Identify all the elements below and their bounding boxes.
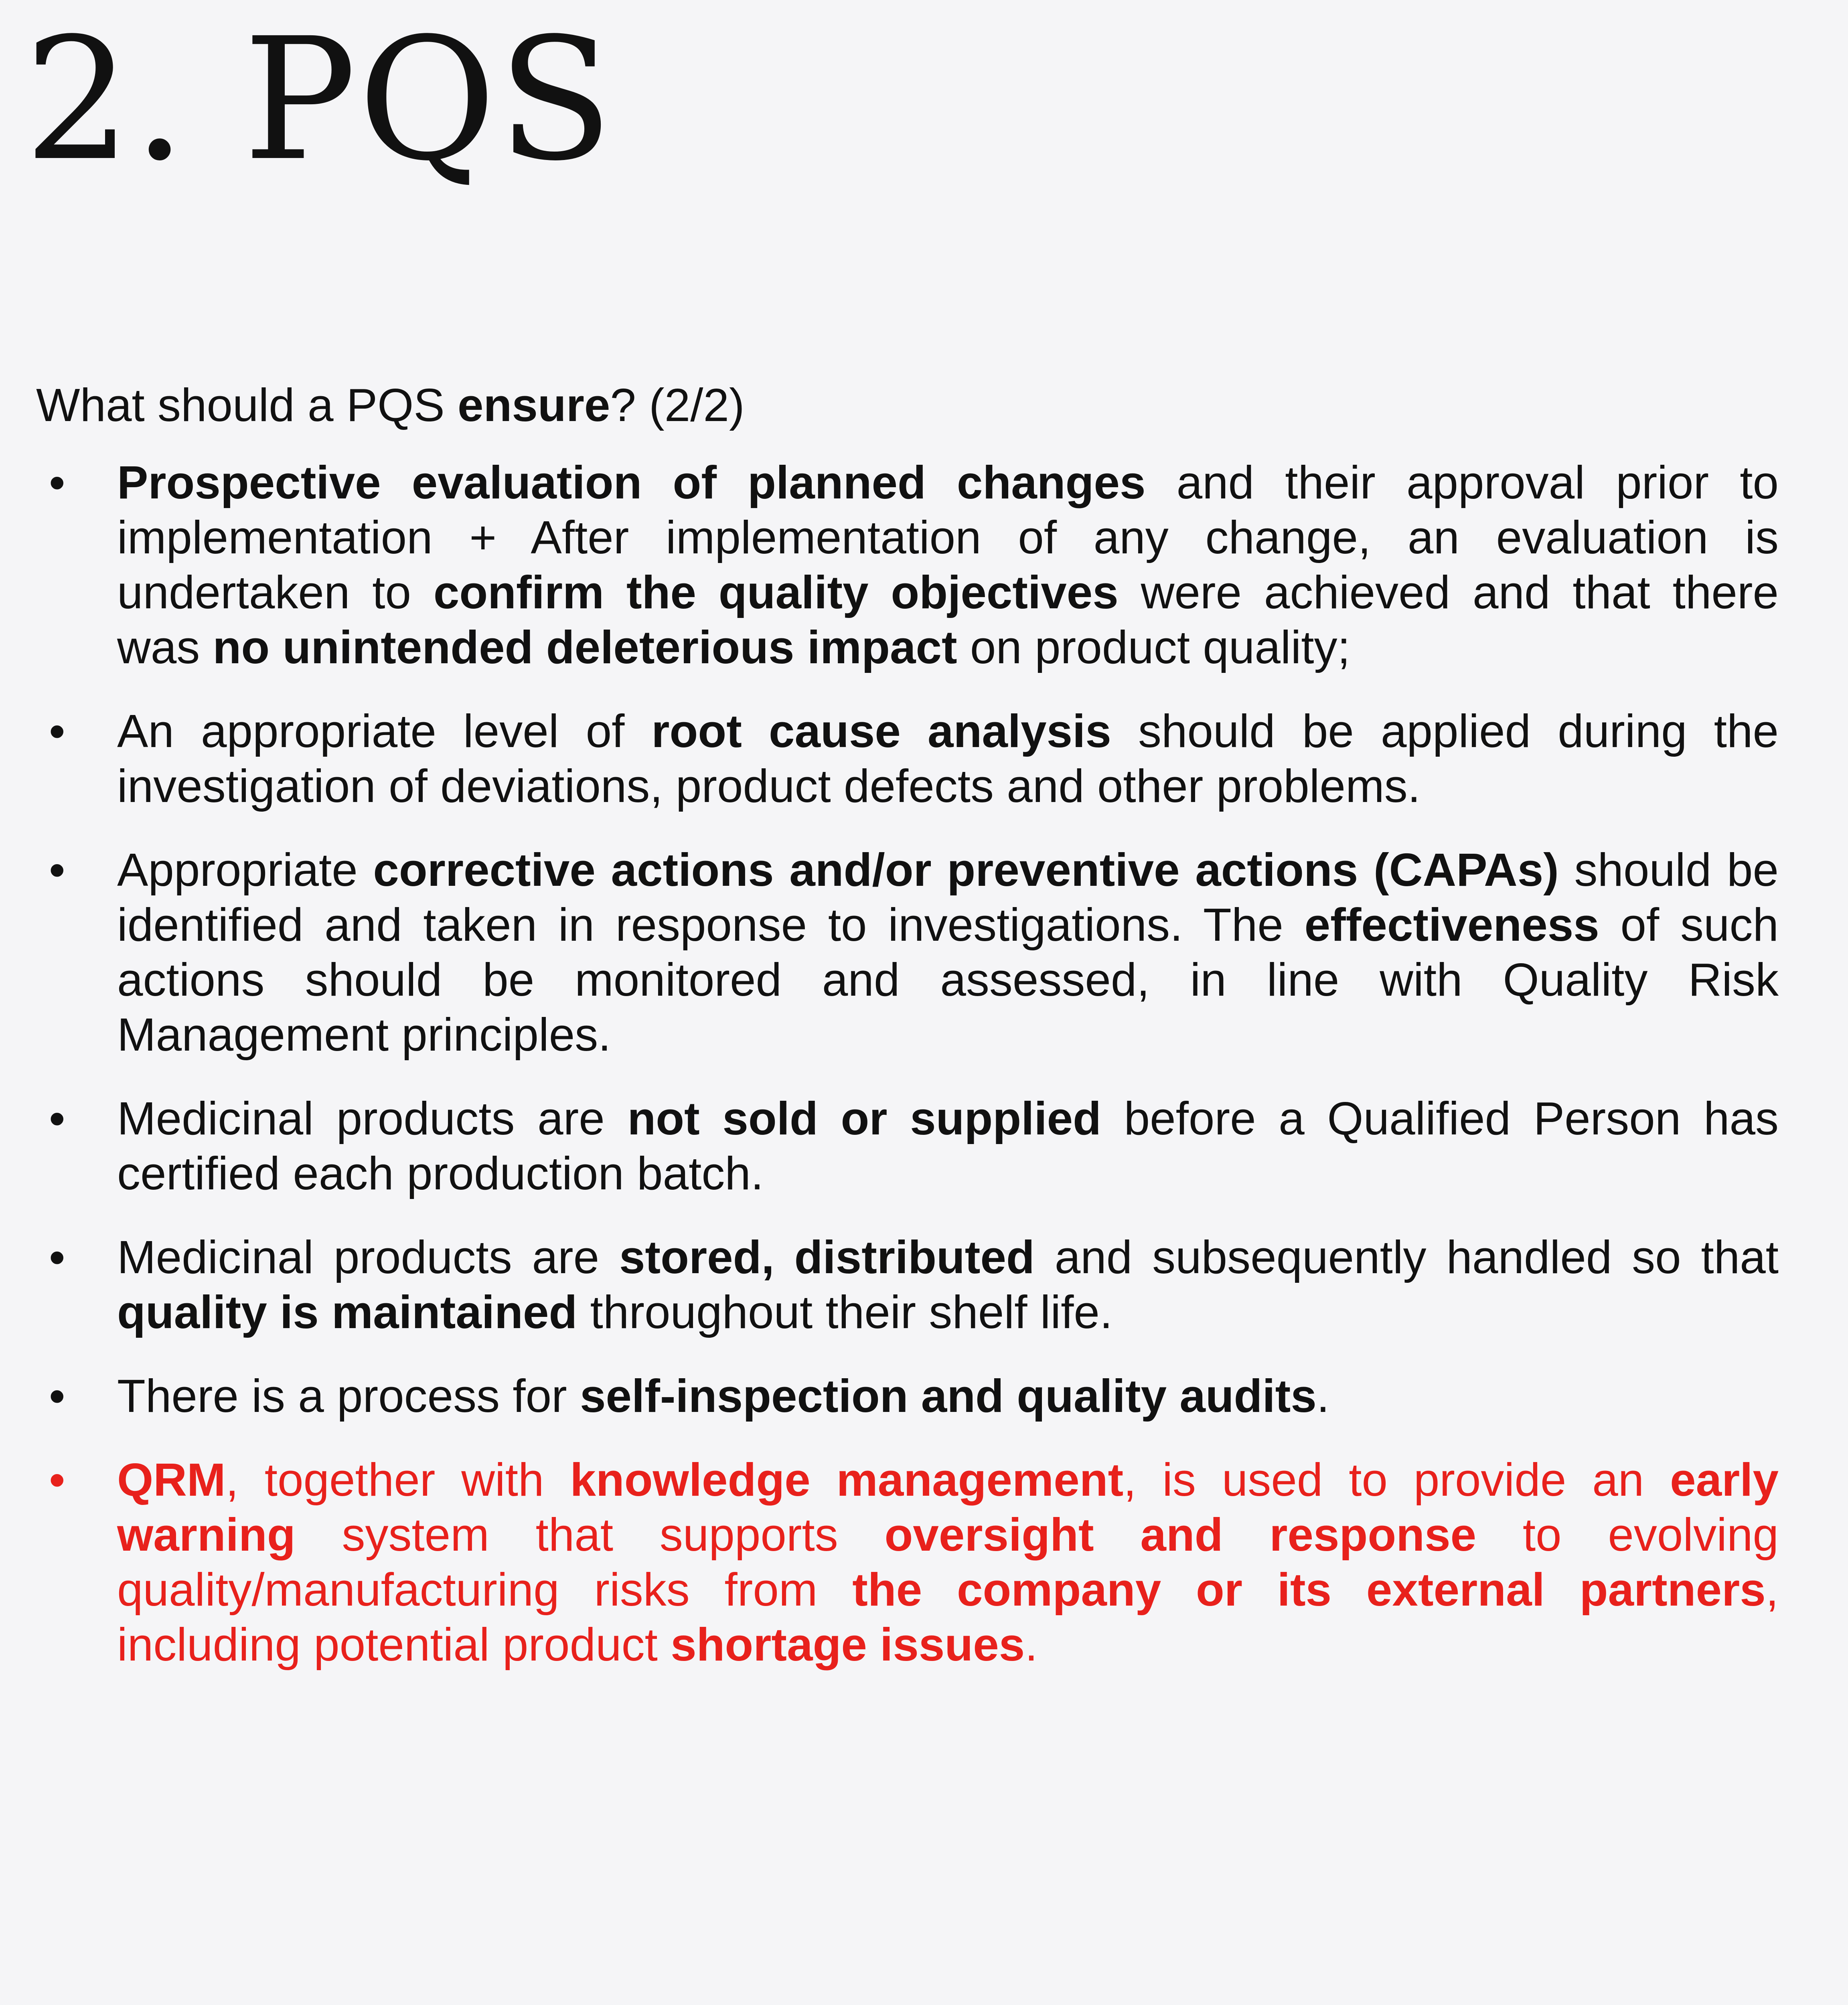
bullet-bold-text: not sold or supplied bbox=[627, 1092, 1102, 1144]
bullet-item bbox=[36, 1091, 1779, 1201]
intro-text-bold: ensure bbox=[457, 379, 610, 431]
bullet-text: , is used to provide an bbox=[1123, 1454, 1670, 1506]
bullet-bold-text: confirm the quality objectives bbox=[433, 566, 1119, 618]
bullet-text: to evolving quality/manufacturing risks from bbox=[117, 1509, 1779, 1616]
bullet-text: There is a process for bbox=[117, 1370, 580, 1422]
bullet-text: and their approval prior to implementation + After implementation of any change, an evaluation is undertaken to bbox=[117, 456, 1779, 618]
bullet-text: Appropriate bbox=[117, 844, 373, 896]
bullet-bold-text: oversight and response bbox=[884, 1509, 1477, 1561]
bullet-text: before a Qualified Person has certified each production batch. bbox=[117, 1092, 1779, 1199]
bullet-bold-text: self-inspection and quality audits bbox=[580, 1370, 1317, 1422]
bullet-bold-text: shortage issues bbox=[671, 1618, 1025, 1671]
bullet-dot-icon: • bbox=[49, 844, 65, 896]
bullet-text: and subsequently handled so that bbox=[1034, 1231, 1779, 1283]
bullet-item bbox=[36, 843, 1779, 1062]
bullet-bold-text: Prospective evaluation of planned changes bbox=[117, 456, 1146, 508]
intro-text-before: What should a PQS bbox=[36, 379, 458, 431]
bullet-text: were achieved and that there was bbox=[117, 566, 1779, 673]
intro-text-after: ? (2/2) bbox=[610, 379, 745, 431]
bullet-text: should be identified and taken in response to investigations. The bbox=[117, 844, 1779, 951]
bullet-item bbox=[36, 704, 1779, 814]
bullet-item bbox=[36, 1452, 1779, 1672]
bullet-bold-text: the company or its external partners bbox=[852, 1563, 1766, 1616]
bullet-bold-text: stored, distributed bbox=[619, 1231, 1035, 1283]
bullet-dot-icon: • bbox=[49, 1092, 65, 1144]
bullet-text: of such actions should be monitored and assessed, in line with Quality Risk Management principles. bbox=[117, 899, 1779, 1061]
page-title: 2. PQS bbox=[24, 2, 615, 198]
bullet-text: Medicinal products are bbox=[117, 1231, 620, 1283]
bullet-bold-text: effectiveness bbox=[1304, 899, 1599, 951]
bullet-bold-text: root cause analysis bbox=[651, 705, 1111, 757]
bullet-text: , together with bbox=[225, 1454, 570, 1506]
bullet-text: . bbox=[1025, 1618, 1038, 1671]
bullet-dot-icon: • bbox=[49, 1454, 65, 1506]
bullet-item bbox=[36, 455, 1779, 675]
bullet-bold-text: no unintended deleterious impact bbox=[213, 621, 957, 673]
bullet-text: system that supports bbox=[295, 1509, 885, 1561]
bullet-text: should be applied during the investigation of deviations, product defects and other problems. bbox=[117, 705, 1779, 812]
bullet-text: An appropriate level of bbox=[117, 705, 652, 757]
bullet-text: , including potential product bbox=[117, 1563, 1779, 1671]
intro-question bbox=[36, 377, 745, 433]
bullet-text: throughout their shelf life. bbox=[577, 1286, 1113, 1338]
bullet-dot-icon: • bbox=[49, 456, 65, 508]
bullet-dot-icon: • bbox=[49, 1231, 65, 1283]
bullet-bold-text: quality is maintained bbox=[117, 1286, 578, 1338]
bullet-text: on product quality; bbox=[957, 621, 1350, 673]
bullet-list bbox=[36, 455, 1779, 1701]
bullet-dot-icon: • bbox=[49, 705, 65, 757]
bullet-dot-icon: • bbox=[49, 1370, 65, 1422]
bullet-item bbox=[36, 1369, 1779, 1424]
bullet-text: . bbox=[1316, 1370, 1330, 1422]
bullet-bold-text: QRM bbox=[117, 1454, 226, 1506]
bullet-item bbox=[36, 1230, 1779, 1340]
bullet-bold-text: knowledge management bbox=[570, 1454, 1124, 1506]
bullet-bold-text: early warning bbox=[117, 1454, 1779, 1561]
bullet-text: Medicinal products are bbox=[117, 1092, 628, 1144]
bullet-bold-text: corrective actions and/or preventive actions (CAPAs) bbox=[373, 844, 1559, 896]
